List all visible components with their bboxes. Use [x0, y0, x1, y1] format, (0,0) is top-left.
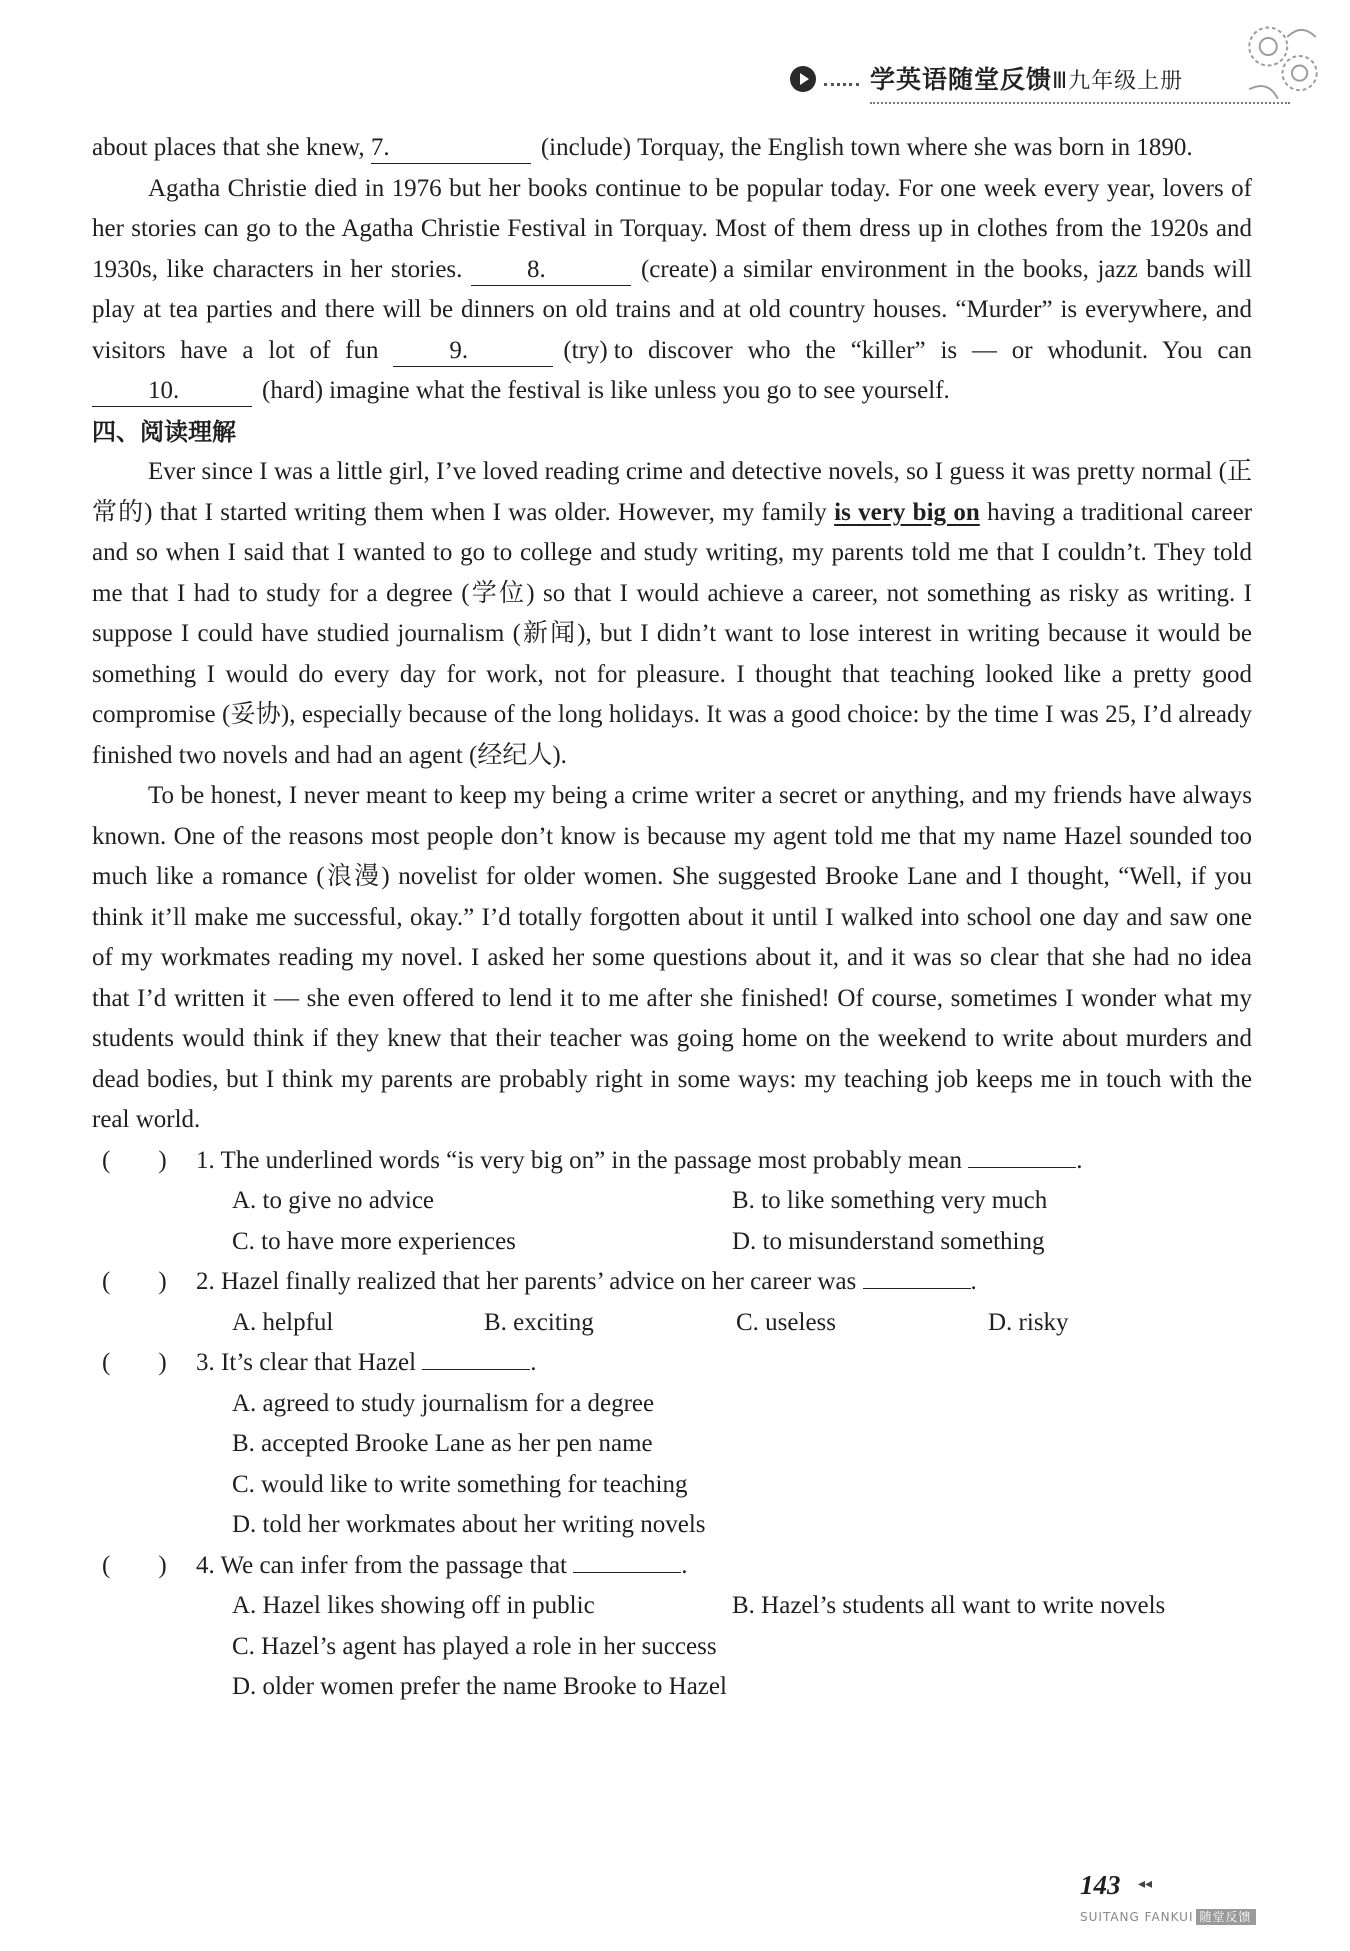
- header-dots: [824, 83, 859, 86]
- question-2-options: [92, 1303, 1252, 1344]
- question-1-options: [92, 1181, 1252, 1262]
- option-d[interactable]: D. to misunderstand something: [732, 1227, 1045, 1255]
- header-rule: [870, 102, 1290, 104]
- option-d[interactable]: D. risky: [988, 1308, 1069, 1336]
- option-a[interactable]: A. Hazel likes showing off in public: [232, 1592, 595, 1619]
- page-footer: [1060, 1870, 1300, 1930]
- answer-blank-9[interactable]: 9.: [393, 336, 553, 367]
- answer-parentheses[interactable]: ( ): [102, 1268, 167, 1295]
- option-b[interactable]: B. exciting: [484, 1308, 594, 1336]
- answer-parentheses[interactable]: ( ): [102, 1349, 167, 1376]
- option-c[interactable]: C. Hazel’s agent has played a role in her success: [232, 1632, 717, 1660]
- arrow-left-icon: ◂◂: [1138, 1877, 1153, 1892]
- page-number: 143: [1080, 1870, 1121, 1900]
- reading-paragraph-1: Ever since I was a little girl, I’ve loved reading crime and detective novels, so I guess it was pretty normal (正常的) that I started writing them when I was older. However, my family is very big on having a traditional career and so when I said that I wanted to go to college and study writing, my parents told me that I couldn’t. They told me that I had to study for a degree (学位) so that I would achieve a career, not something as risky as writing. I suppose I could have studied journalism (新闻), but I didn’t want to lose interest in writing because it would be something I would do every day for work, not for pleasure. I thought that teaching looked like a pretty good compromise (妥协), especially because of the long holidays. It was a good choice: by the time I was 25, I’d already finished two novels and had an agent (经纪人).: [92, 458, 1253, 769]
- book-title: 学英语随堂反馈Ⅲ九年级上册: [870, 65, 1184, 94]
- option-d[interactable]: D. older women prefer the name Brooke to Hazel: [232, 1673, 727, 1700]
- question-3: ( ) 3. It’s clear that Hazel .: [92, 1343, 1252, 1384]
- answer-blank-7[interactable]: 7.: [371, 133, 531, 164]
- underlined-phrase: is very big on: [834, 498, 980, 526]
- question-1: ( ) 1. The underlined words “is very big on” in the passage most probably mean .: [92, 1141, 1252, 1182]
- option-a[interactable]: A. agreed to study journalism for a degree: [232, 1389, 655, 1417]
- question-4-options: [92, 1586, 1252, 1708]
- reading-paragraph-2: To be honest, I never meant to keep my being a crime writer a secret or anything, and my friends have always known. One of the reasons most people don’t know is because my agent told me that my name Hazel sounded too much like a romance (浪漫) novelist for older women. She suggested Brooke Lane and I thought, “Well, if you think it’ll make me successful, okay.” I’d totally forgotten about it until I walked into school one day and saw one of my workmates reading my novel. I asked her some questions about it, and it was so clear that she had no idea that I’d written it — she even offered to lend it to me after she finished! Of course, sometimes I wonder what my students would think if they knew that their teacher was going home on the weekend to write about murders and dead bodies, but I think my parents are probably right in some ways: my teaching job keeps me in touch with the real world.: [92, 782, 1252, 1133]
- answer-parentheses[interactable]: ( ): [102, 1146, 167, 1174]
- option-c[interactable]: C. useless: [736, 1308, 836, 1336]
- option-c[interactable]: C. would like to write something for teaching: [232, 1470, 688, 1498]
- question-3-options: [92, 1384, 1252, 1546]
- option-b[interactable]: B. to like something very much: [732, 1187, 1048, 1214]
- answer-blank[interactable]: [863, 1288, 971, 1289]
- answer-blank-10[interactable]: 10.: [92, 376, 252, 407]
- option-c[interactable]: C. to have more experiences: [232, 1227, 516, 1255]
- answer-blank-8[interactable]: 8.: [471, 255, 631, 286]
- answer-blank[interactable]: [422, 1369, 530, 1370]
- option-a[interactable]: A. to give no advice: [232, 1187, 435, 1214]
- cloze-paragraph-2: Agatha Christie died in 1976 but her books continue to be popular today. For one week every year, lovers of her stories can go to the Agatha Christie Festival in Torquay. Most of them dress up in clothes from the 1920s and 1930s, like characters in her stories. 8. (create) a similar environment in the books, jazz bands will play at tea parties and there will be dinners on old trains and at old country houses. “Murder” is everywhere, and visitors have a lot of fun 9. (try) to discover who the “killer” is — or whodunit. You can 10. (hard) imagine what the festival is like unless you go to see yourself.: [92, 169, 1252, 412]
- question-2: ( ) 2. Hazel finally realized that her parents’ advice on her career was .: [92, 1262, 1252, 1303]
- brand-label: SUITANG FANKUI 随堂反馈: [1080, 1908, 1256, 1925]
- option-a[interactable]: A. helpful: [232, 1308, 334, 1336]
- option-b[interactable]: B. Hazel’s students all want to write novels: [732, 1592, 1166, 1619]
- option-d[interactable]: D. told her workmates about her writing novels: [232, 1511, 706, 1538]
- answer-blank[interactable]: [573, 1572, 681, 1573]
- option-b[interactable]: B. accepted Brooke Lane as her pen name: [232, 1430, 653, 1457]
- question-4: ( ) 4. We can infer from the passage that .: [92, 1546, 1252, 1587]
- cloze-line-1: about places that she knew, 7. (include) Torquay, the English town where she was born in 1890.: [92, 128, 1252, 169]
- section-heading: 四、阅读理解: [92, 417, 236, 446]
- answer-blank[interactable]: [968, 1167, 1076, 1168]
- page-content: [92, 128, 1252, 1708]
- flower-decoration-icon: [1235, 18, 1330, 113]
- play-icon: [790, 66, 816, 92]
- page-header: [790, 56, 1290, 96]
- answer-parentheses[interactable]: ( ): [102, 1551, 167, 1579]
